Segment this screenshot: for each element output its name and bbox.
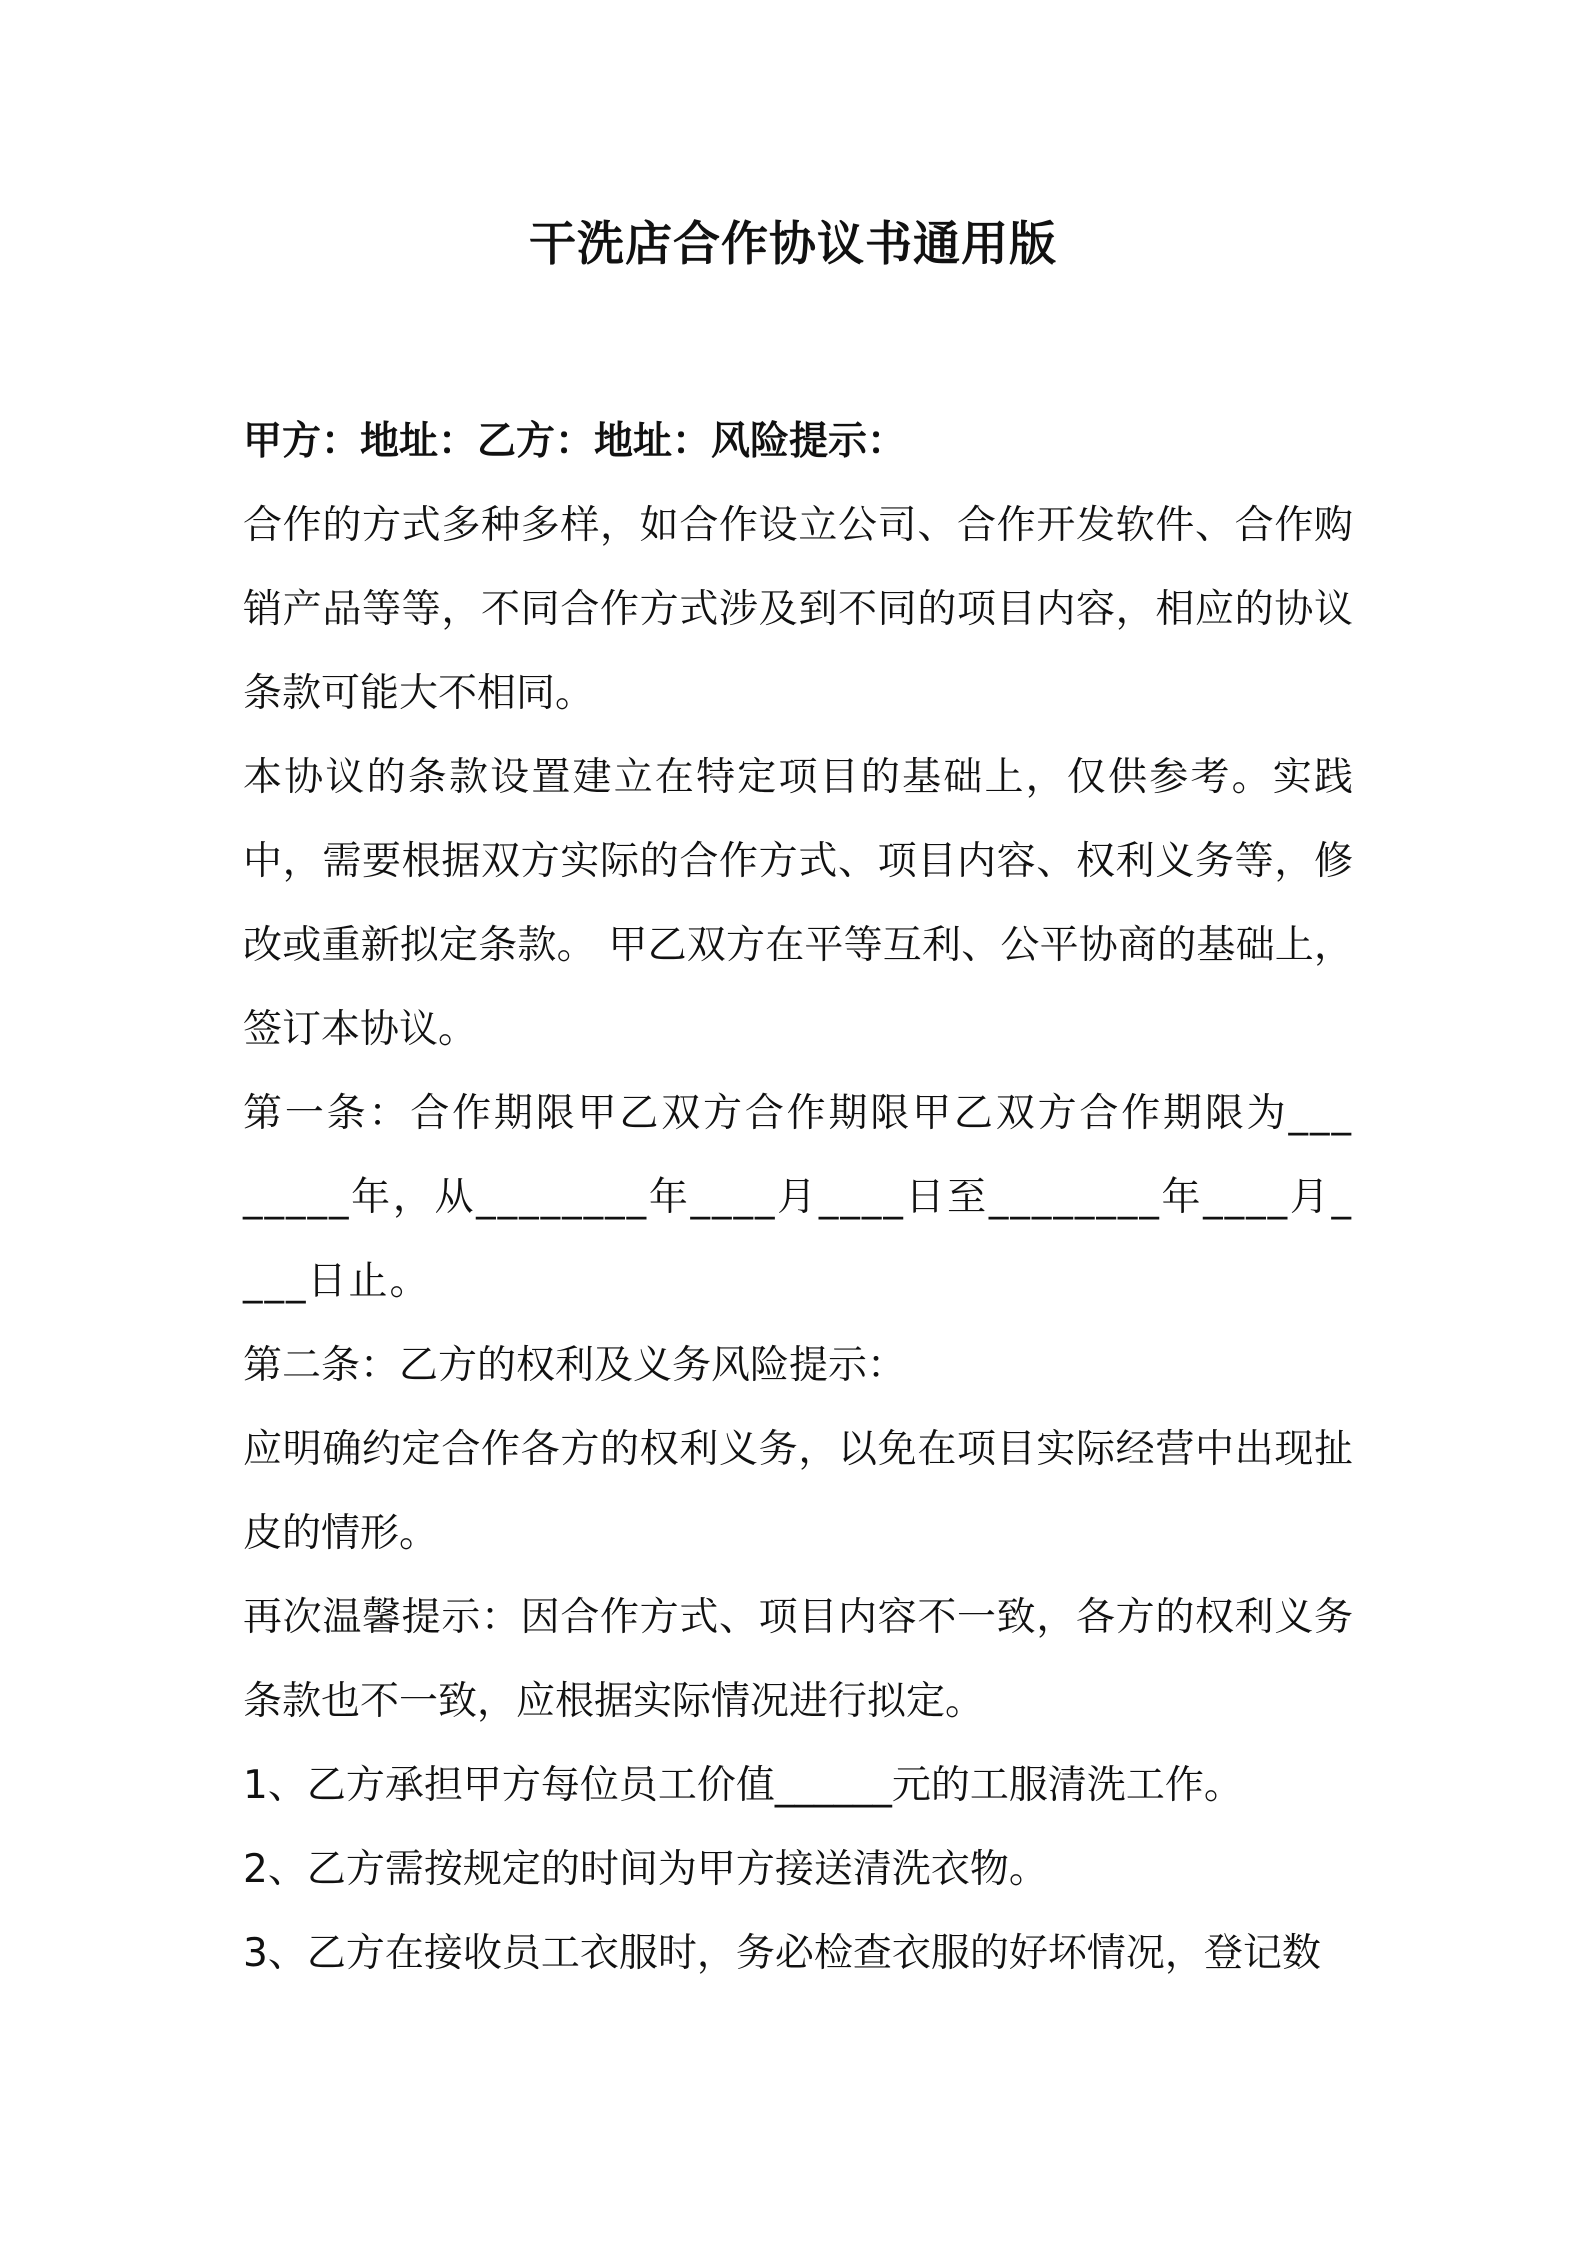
clause-item-3: 3、乙方在接收员工衣服时，务必检查衣服的好坏情况，登记数 bbox=[243, 1931, 1321, 1976]
article-one-term: 第一条：合作期限甲乙双方合作期限甲乙双方合作期限为________年，从________年____月____日至________年____月____日止。 bbox=[243, 1091, 1353, 1304]
clause-item-1: 1、乙方承担甲方每位员工价值______元的工服清洗工作。 bbox=[243, 1763, 1243, 1808]
risk-note-paragraph: 合作的方式多种多样，如合作设立公司、合作开发软件、合作购销产品等等，不同合作方式涉及到不同的项目内容，相应的协议条款可能大不相同。 bbox=[243, 503, 1353, 716]
clause-item-2: 2、乙方需按规定的时间为甲方接送清洗衣物。 bbox=[243, 1847, 1048, 1892]
reference-note-paragraph: 本协议的条款设置建立在特定项目的基础上，仅供参考。实践中，需要根据双方实际的合作方式、项目内容、权利义务等，修改或重新拟定条款。 甲乙双方在平等互利、公平协商的基础上，签订本协议。 bbox=[243, 755, 1353, 1052]
parties-line: 甲方：地址：乙方：地址：风险提示： bbox=[243, 419, 907, 464]
rights-note-paragraph: 应明确约定合作各方的权利义务，以免在项目实际经营中出现扯皮的情形。 bbox=[243, 1427, 1353, 1556]
document-body bbox=[243, 400, 1353, 1996]
document-title: 干洗店合作协议书通用版 bbox=[529, 217, 1057, 272]
article-two-heading: 第二条：乙方的权利及义务风险提示： bbox=[243, 1343, 907, 1388]
reminder-paragraph: 再次温馨提示：因合作方式、项目内容不一致，各方的权利义务条款也不一致，应根据实际情况进行拟定。 bbox=[243, 1595, 1353, 1724]
